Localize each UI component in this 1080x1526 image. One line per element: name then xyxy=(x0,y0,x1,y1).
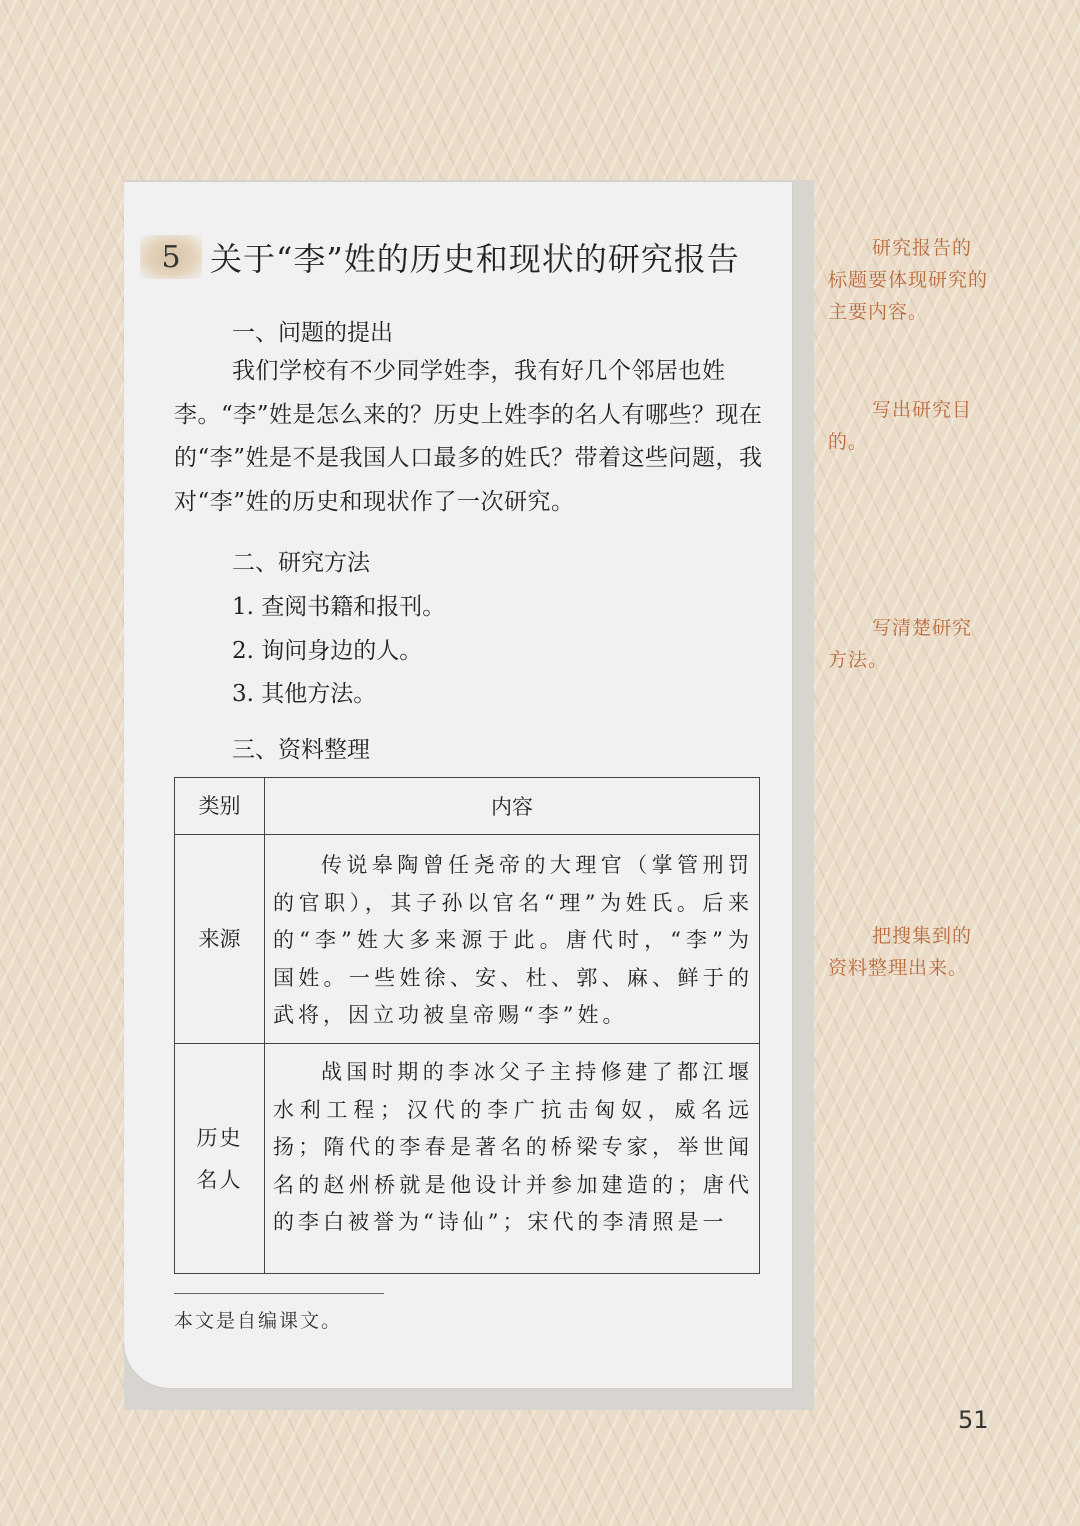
lesson-title: 关于“李”姓的历史和现状的研究报告 xyxy=(210,240,740,278)
column-header-content: 内容 xyxy=(265,778,760,835)
margin-note-method: 写清楚研究方法。 xyxy=(828,617,973,671)
page-number: 51 xyxy=(958,1406,989,1434)
data-table xyxy=(174,777,760,1274)
method-item: 3. 其他方法。 xyxy=(232,681,377,707)
column-header-category: 类别 xyxy=(175,778,265,835)
row-content: 传说皋陶曾任尧帝的大理官（掌管刑罚的官职），其子孙以官名“理”为姓氏。后来的“李”姓大多来源于此。唐代时，“李”为国姓。一些姓徐、安、杜、郭、麻、鲜于的武将，因立功被皇帝赐“李”姓。 xyxy=(265,835,760,1044)
margin-note-purpose: 写出研究目的。 xyxy=(828,399,973,453)
margin-note-data: 把搜集到的资料整理出来。 xyxy=(828,925,973,979)
section-3-heading: 三、资料整理 xyxy=(232,737,370,763)
footnote: 本文是自编课文。 xyxy=(174,1310,343,1332)
table-row xyxy=(175,1044,760,1274)
footnote-divider xyxy=(174,1293,384,1294)
table-header-row xyxy=(175,778,760,835)
method-item: 1. 查阅书籍和报刊。 xyxy=(232,594,446,620)
row-content: 战国时期的李冰父子主持修建了都江堰水利工程；汉代的李广抗击匈奴，威名远扬；隋代的李春是著名的桥梁专家，举世闻名的赵州桥就是他设计并参加建造的；唐代的李白被誉为“诗仙”；宋代的李清照是一 xyxy=(265,1044,760,1274)
section-1-heading: 一、问题的提出 xyxy=(232,320,393,346)
row-category: 历史名人 xyxy=(175,1044,265,1274)
lesson-number: 5 xyxy=(140,235,202,279)
section-1-paragraph: 我们学校有不少同学姓李，我有好几个邻居也姓李。“李”姓是怎么来的？历史上姓李的名人有哪些？现在的“李”姓是不是我国人口最多的姓氏？带着这些问题，我对“李”姓的历史和现状作了一次研究。 xyxy=(174,358,763,515)
method-item: 2. 询问身边的人。 xyxy=(232,638,423,664)
row-category: 来源 xyxy=(175,835,265,1044)
lesson-header xyxy=(140,232,740,282)
margin-note-title: 研究报告的标题要体现研究的主要内容。 xyxy=(828,237,989,323)
section-2-heading: 二、研究方法 xyxy=(232,550,370,576)
table-row xyxy=(175,835,760,1044)
